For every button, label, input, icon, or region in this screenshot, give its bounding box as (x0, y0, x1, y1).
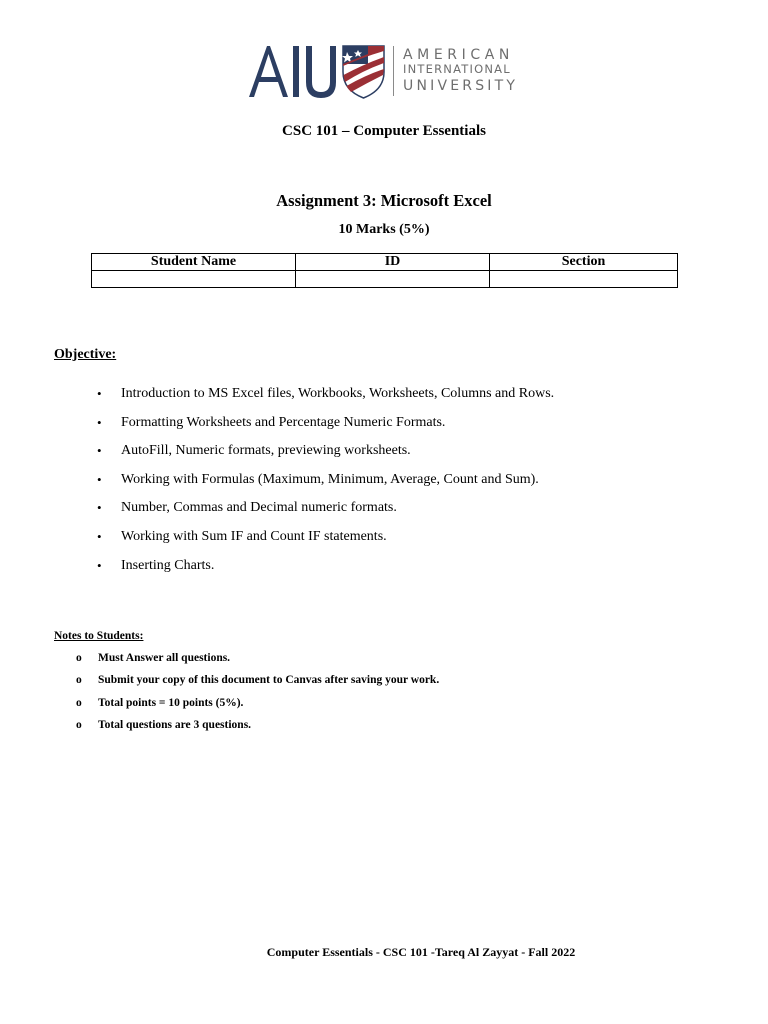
course-title: CSC 101 – Computer Essentials (282, 123, 486, 139)
student-name-header: Student Name (92, 254, 296, 271)
section-header: Section (490, 254, 678, 271)
objective-text: Introduction to MS Excel files, Workbooks, Worksheets, Columns and Rows. (121, 386, 555, 401)
bullet-icon: • (97, 414, 102, 430)
note-text: Total points = 10 points (5%). (98, 696, 244, 709)
circle-bullet-icon: o (76, 696, 82, 709)
bullet-icon: • (97, 386, 102, 401)
page-footer: Computer Essentials - CSC 101 -Tareq Al Zayyat - Fall 2022 (266, 945, 576, 959)
logo-text-american: AMERICAN (403, 47, 514, 63)
objective-text: Working with Sum IF and Count IF statements. (121, 528, 387, 544)
notes-heading: Notes to Students: (54, 630, 144, 642)
bullet-icon: • (97, 528, 102, 544)
circle-bullet-icon: o (76, 674, 82, 687)
bullet-icon: • (97, 443, 102, 459)
objective-text: Number, Commas and Decimal numeric formats. (121, 500, 397, 516)
bullet-icon: • (97, 500, 102, 516)
note-text: Must Answer all questions. (98, 652, 231, 664)
note-text: Total questions are 3 questions. (98, 718, 252, 731)
circle-bullet-icon: o (76, 718, 82, 731)
circle-bullet-icon: o (76, 652, 82, 664)
objective-text: AutoFill, Numeric formats, previewing worksheets. (121, 443, 411, 459)
bullet-icon: • (97, 471, 102, 487)
objective-text: Working with Formulas (Maximum, Minimum, Average, Count and Sum). (121, 471, 539, 487)
id-header: ID (296, 254, 490, 271)
logo-text-university: UNIVERSITY (403, 78, 519, 94)
assignment-title: Assignment 3: Microsoft Excel (276, 191, 492, 210)
bullet-icon: • (97, 557, 102, 573)
note-text: Submit your copy of this document to Canvas after saving your work. (98, 674, 440, 687)
objective-heading: Objective: (54, 347, 117, 362)
objective-text: Inserting Charts. (121, 557, 215, 573)
marks-label: 10 Marks (5%) (338, 222, 430, 237)
logo-text-international: INTERNATIONAL (403, 62, 511, 76)
objective-text: Formatting Worksheets and Percentage Numeric Formats. (121, 414, 446, 430)
